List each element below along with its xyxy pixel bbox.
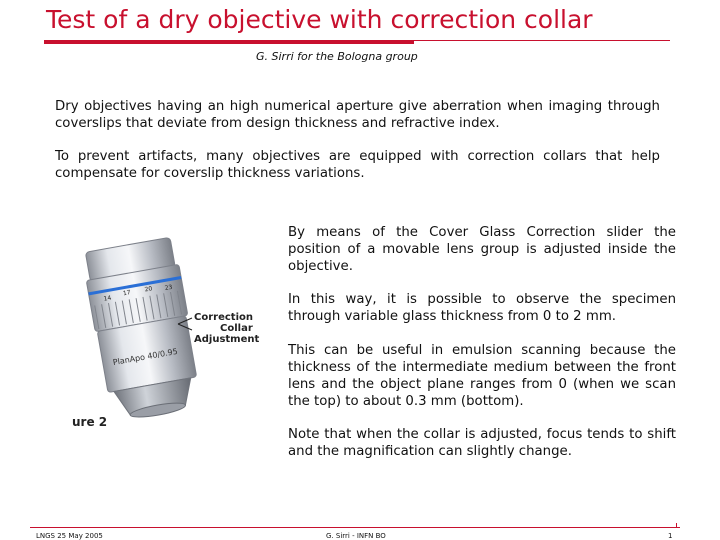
objective-illustration: [60, 232, 285, 437]
intro-paragraph-correction-collars: To prevent artifacts, many objectives are equipped with correction collars that help compensate for coverslip thickness variations.: [55, 149, 660, 181]
objective-engraving: PlanApo 40/0.95: [112, 346, 179, 368]
paragraph-cover-glass-slider: By means of the Cover Glass Correction slider the position of a movable lens group is adjusted inside the objective.: [288, 225, 676, 274]
paragraph-focus-shift: Note that when the collar is adjusted, focus tends to shift and the magnification can slightly change.: [288, 427, 676, 459]
collar-scale-mark: 23: [164, 283, 173, 292]
figure-caption: ure 2: [72, 415, 108, 429]
callout-label-line2: Collar: [220, 323, 253, 334]
page-number: 1: [668, 532, 673, 540]
callout-label-line3: Adjustment: [194, 334, 260, 345]
collar-scale-mark: 14: [103, 294, 112, 303]
collar-scale-mark: 17: [122, 289, 132, 298]
paragraph-variable-thickness: In this way, it is possible to observe the specimen through variable glass thickness from 0 to 2 mm.: [288, 292, 676, 324]
objective-figure: [60, 232, 285, 437]
footer-author: G. Sirri - INFN BO: [326, 532, 386, 540]
footer-rule: [30, 527, 680, 528]
footer-date: LNGS 25 May 2005: [36, 532, 103, 540]
callout-label-line1: Correction: [194, 312, 253, 323]
footer-rule-tick: [676, 523, 677, 528]
paragraph-emulsion-scanning: This can be useful in emulsion scanning because the thickness of the intermediate medium between the front lens and the object plane ranges from 0 (when we scan the top) to about 0.3 mm (bottom).: [288, 343, 676, 409]
title-underline-accent: [44, 40, 414, 44]
slide-subtitle: G. Sirri for the Bologna group: [256, 50, 418, 63]
slide-title: Test of a dry objective with correction collar: [46, 5, 593, 34]
collar-scale-mark: 20: [144, 285, 153, 294]
intro-paragraph-aberration: Dry objectives having an high numerical aperture give aberration when imaging through coverslips that deviate from design thickness and refractive index.: [55, 99, 660, 131]
